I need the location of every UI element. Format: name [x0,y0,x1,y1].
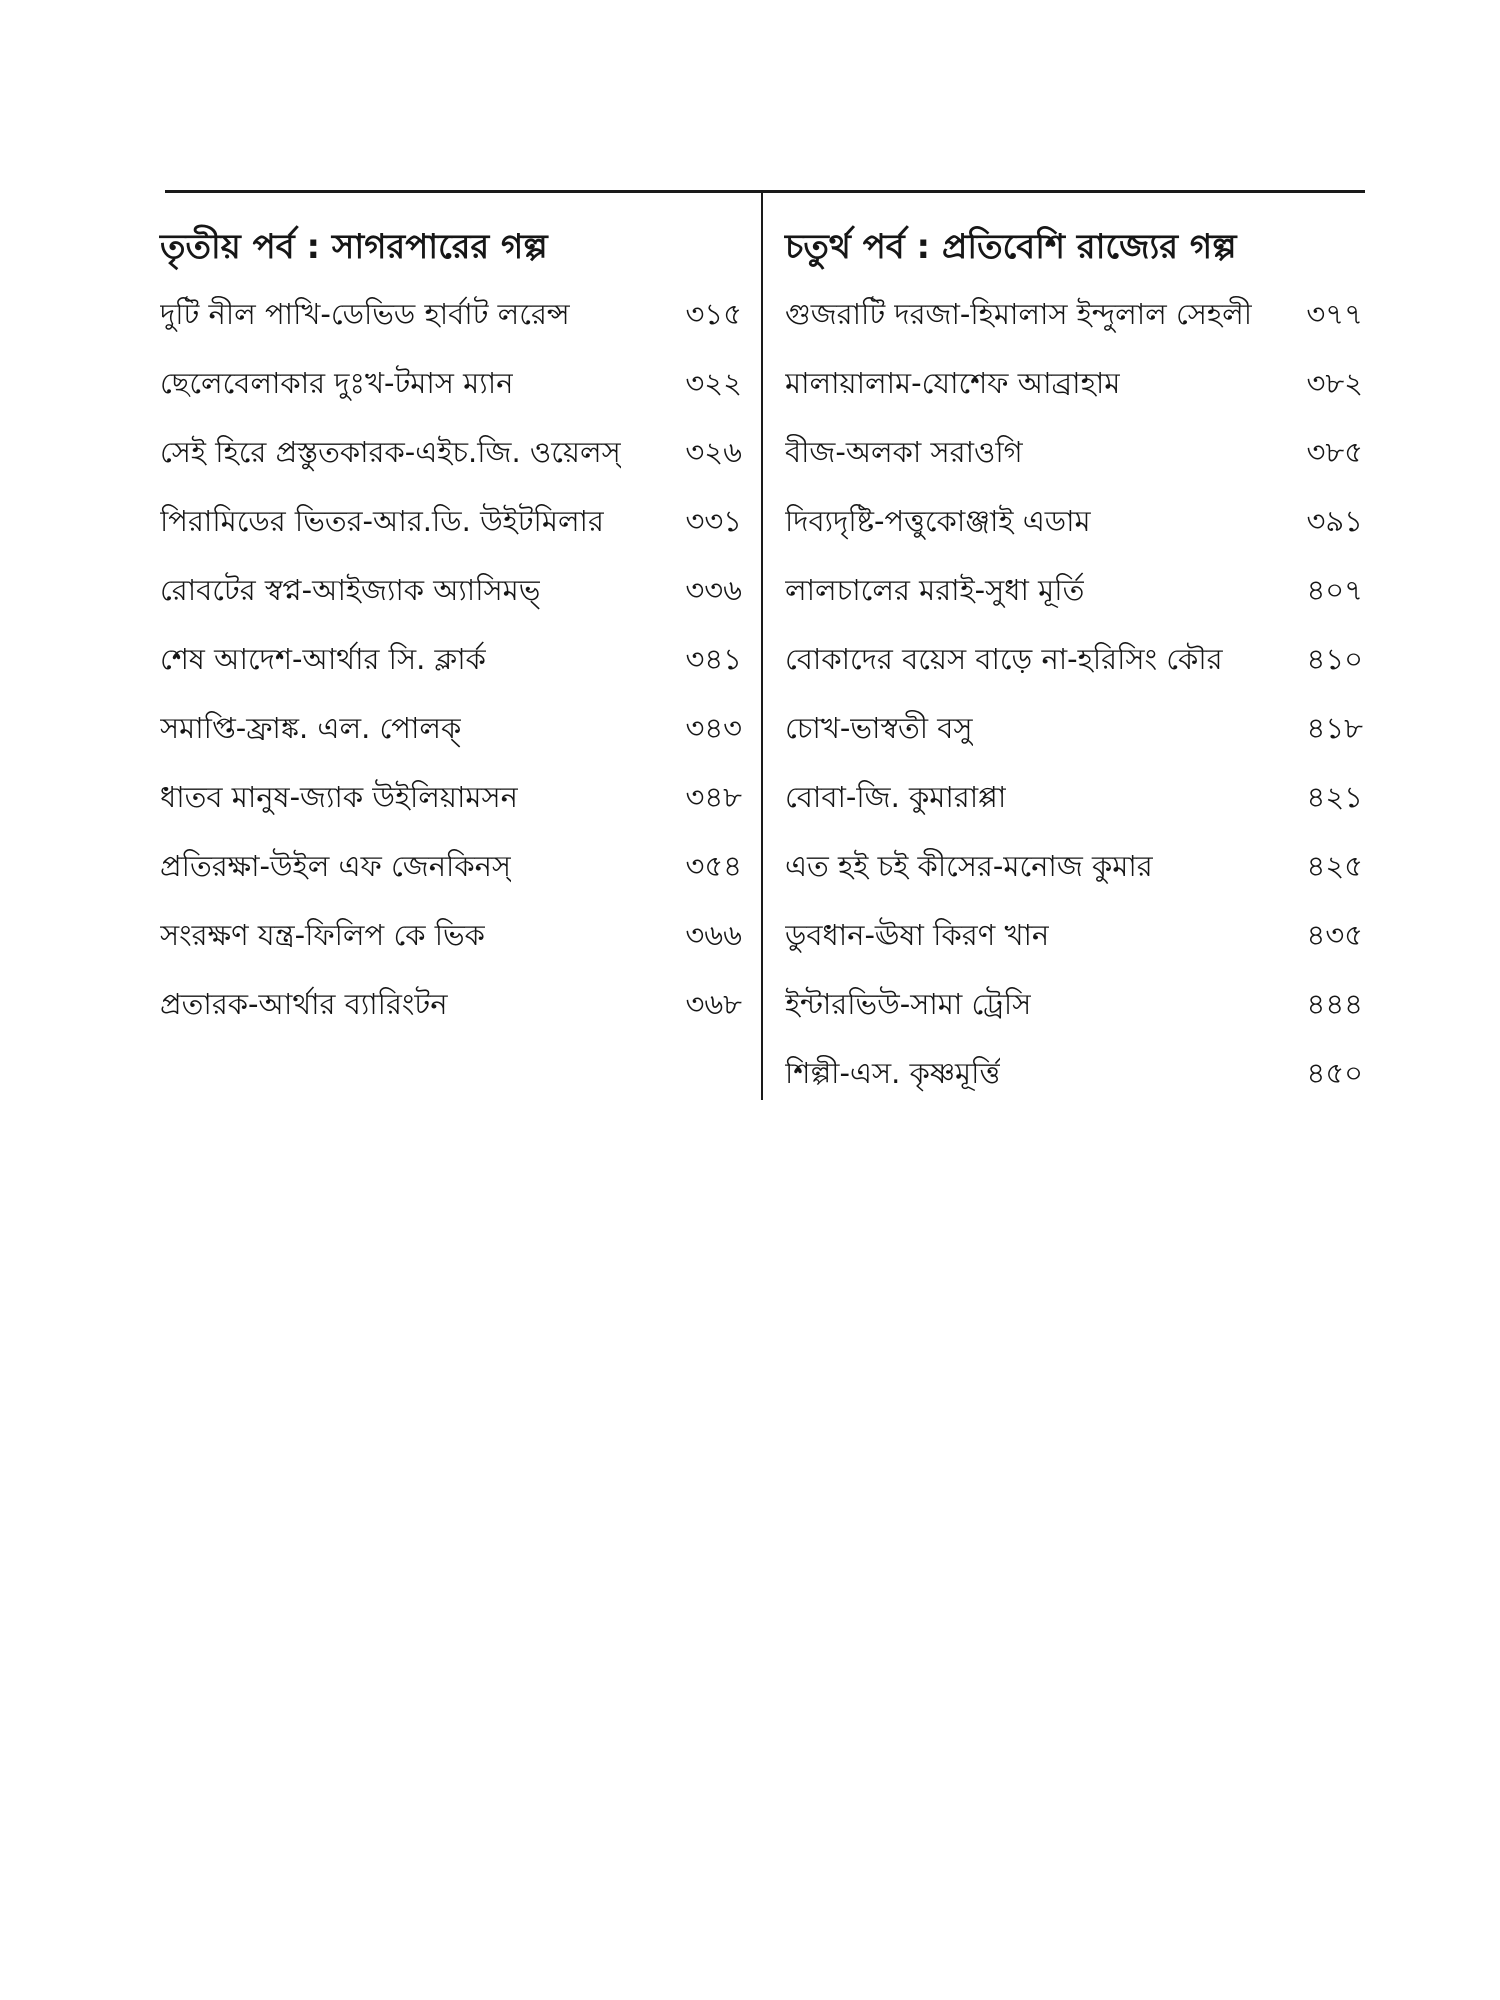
entry-page: ৩৬৮ [685,987,742,1021]
toc-entry [160,836,742,905]
entry-page: ৩৩১ [685,504,742,538]
section-title-right: চতুর্থ পর্ব : প্রতিবেশি রাজ্যের গল্প [785,227,1237,267]
entry-page: ৪২১ [1306,780,1363,814]
toc-entry [160,560,742,629]
entry-title: গুজরাটি দরজা-হিমালাস ইন্দুলাল সেহলী [785,297,1253,331]
entry-title: ছেলেবেলাকার দুঃখ-টমাস ম্যান [160,366,514,400]
toc-entry [785,698,1363,767]
entry-title: বীজ-অলকা সরাওগি [785,435,1023,469]
entry-page: ৪৫০ [1306,1056,1363,1090]
left-entries [160,284,742,1043]
entry-page: ৪৩৫ [1306,918,1363,952]
top-rule [165,190,1365,193]
entry-title: শেষ আদেশ-আর্থার সি. ক্লার্ক [160,642,486,676]
entry-page: ৩২৬ [685,435,742,469]
toc-entry [160,422,742,491]
entry-title: দিব্যদৃষ্টি-পত্তুকোঞ্জাই এডাম [785,504,1091,538]
entry-title: সমাপ্তি-ফ্রাঙ্ক. এল. পোলক্ [160,711,462,745]
toc-entry [160,491,742,560]
toc-entry [785,905,1363,974]
toc-entry [160,629,742,698]
right-column [785,218,1363,1112]
entry-title: সেই হিরে প্রস্তুতকারক-এইচ.জি. ওয়েলস্ [160,435,621,469]
entry-title: রোবটের স্বপ্ন-আইজ্যাক অ্যাসিমভ্ [160,573,541,607]
entry-page: ৪২৫ [1306,849,1363,883]
entry-page: ৩৬৬ [685,918,742,952]
entry-title: মালায়ালাম-যোশেফ আব্রাহাম [785,366,1121,400]
entry-title: বোকাদের বয়েস বাড়ে না-হরিসিং কৌর [785,642,1223,676]
toc-entry [160,905,742,974]
entry-page: ৪১০ [1306,642,1363,676]
entry-title: পিরামিডের ভিতর-আর.ডি. উইটমিলার [160,504,604,538]
toc-entry [160,767,742,836]
toc-entry [785,491,1363,560]
left-column [160,218,742,1043]
entry-title: চোখ-ভাস্বতী বসু [785,711,973,745]
entry-page: ৩২২ [685,366,742,400]
section-title-left: তৃতীয় পর্ব : সাগরপারের গল্প [160,227,548,267]
entry-title: ধাতব মানুষ-জ্যাক উইলিয়ামসন [160,780,518,814]
toc-entry [785,1043,1363,1112]
entry-page: ৩১৫ [685,297,742,331]
column-divider [761,190,763,1100]
toc-entry [785,974,1363,1043]
entry-page: ৩৮৫ [1306,435,1363,469]
entry-page: ৩৮২ [1306,366,1363,400]
toc-entry [785,767,1363,836]
toc-entry [160,353,742,422]
toc-entry [785,836,1363,905]
entry-page: ৩৪৮ [685,780,742,814]
toc-entry [785,353,1363,422]
toc-entry [785,284,1363,353]
entry-title: প্রতারক-আর্থার ব্যারিংটন [160,987,448,1021]
entry-page: ৪১৮ [1306,711,1363,745]
toc-entry [160,974,742,1043]
toc-entry [785,629,1363,698]
entry-page: ৩৫৪ [685,849,742,883]
entry-title: দুটি নীল পাখি-ডেভিড হার্বাট লরেন্স [160,297,570,331]
entry-page: ৩৪৩ [685,711,742,745]
entry-page: ৩৩৬ [685,573,742,607]
entry-title: প্রতিরক্ষা-উইল এফ জেনকিনস্ [160,849,512,883]
entry-title: লালচালের মরাই-সুধা মূর্তি [785,573,1085,607]
entry-page: ৩৯১ [1306,504,1363,538]
toc-entry [785,560,1363,629]
toc-entry [785,422,1363,491]
entry-title: বোবা-জি. কুমারাপ্পা [785,780,1007,814]
entry-title: সংরক্ষণ যন্ত্র-ফিলিপ কে ভিক [160,918,485,952]
toc-entry [160,284,742,353]
toc-entry [160,698,742,767]
right-entries [785,284,1363,1112]
entry-title: শিল্পী-এস. কৃষ্ণমূর্ত্তি [785,1056,1001,1090]
entry-page: ৩৪১ [685,642,742,676]
entry-page: ৪৪৪ [1306,987,1363,1021]
entry-page: ৪০৭ [1306,573,1363,607]
entry-title: ডুবধান-ঊষা কিরণ খান [785,918,1050,952]
entry-title: এত হই চই কীসের-মনোজ কুমার [785,849,1153,883]
entry-page: ৩৭৭ [1306,297,1363,331]
entry-title: ইন্টারভিউ-সামা ট্রেসি [785,987,1032,1021]
